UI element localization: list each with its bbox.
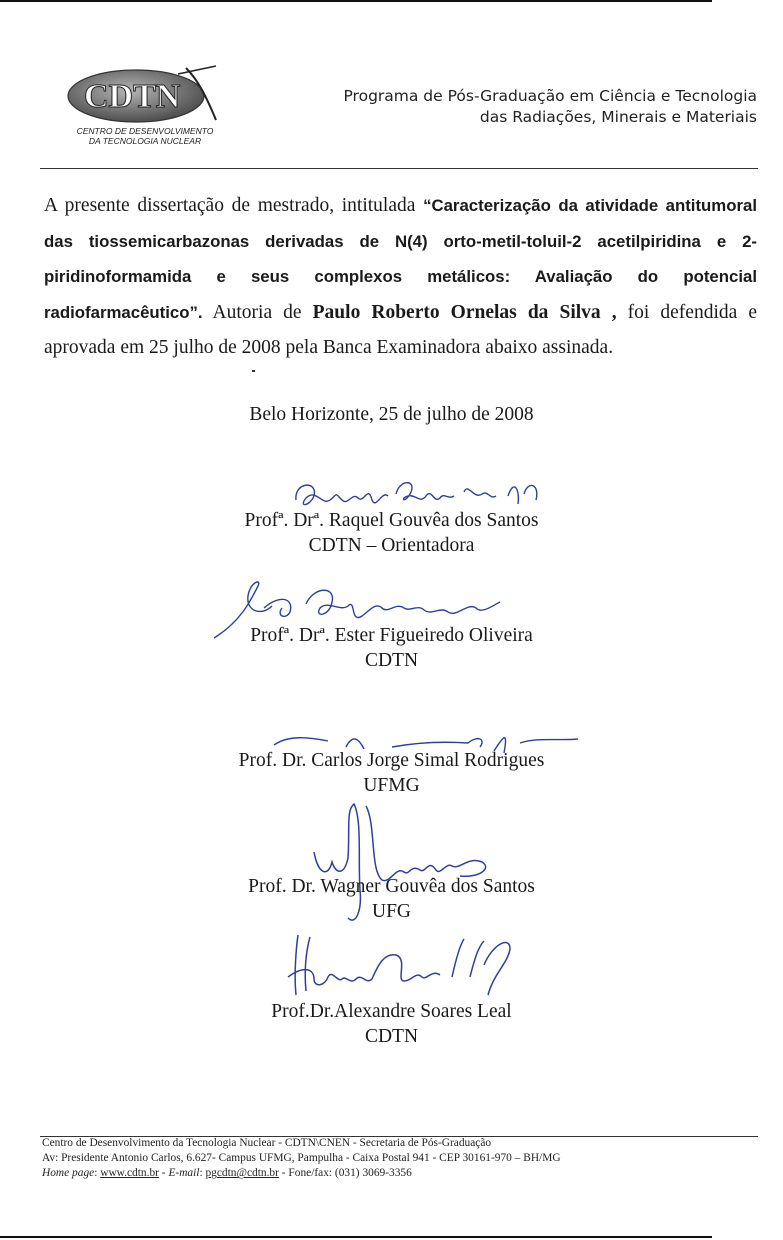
program-line2: das Radiações, Minerais e Materiais [479, 108, 757, 126]
homepage-sep: : [94, 1167, 101, 1180]
member-2-affiliation: CDTN [364, 650, 419, 671]
closing-text: foi defendida e aprovada em 25 julho de 2008 pela Banca Examinadora abaixo assinada. [44, 301, 757, 358]
member-2-name: Profª. Drª. Ester Figueiredo Oliveira [250, 625, 533, 646]
footer-line3 [42, 1166, 762, 1181]
program-line1: Programa de Pós-Graduação em Ciência e Tecnologia [343, 87, 757, 105]
author-prefix: Autoria de [202, 301, 313, 323]
intro-text: A presente dissertação de mestrado, intitulada [44, 195, 424, 216]
member-3-affiliation: UFMG [363, 775, 420, 796]
member-3-name: Prof. Dr. Carlos Jorge Simal Rodrigues [238, 750, 545, 771]
phone-text: - Fone/fax: (031) 3069-3356 [278, 1167, 412, 1180]
homepage-label: Home page [42, 1167, 95, 1180]
footer [42, 1136, 762, 1182]
dissertation-title: “Caracterização da atividade antitumoral das tiossemicarbazonas derivadas de N(4) orto-metil-toluil-2 acetilpiridina e 2- piridinoformamida e seus complexos metálicos: Avaliação do potencial radiofarmacêutico”. [44, 196, 757, 322]
member-5-affiliation: CDTN [364, 1026, 419, 1047]
author-name: Paulo Roberto Ornelas da Silva , [312, 301, 617, 323]
signature-alexandre [284, 925, 524, 1000]
member-1-name: Profª. Drª. Raquel Gouvêa dos Santos [244, 510, 539, 531]
footer-line1: Centro de Desenvolvimento da Tecnologia Nuclear - CDTN\CNEN - Secretaria de Pós-Graduação [42, 1137, 492, 1149]
email-label: E-mail [168, 1167, 200, 1180]
logo-caption-line2: DA TECNOLOGIA NUCLEAR [88, 136, 202, 146]
email-colon: : [199, 1167, 206, 1180]
logo-caption-line1: CENTRO DE DESENVOLVIMENTO [76, 126, 214, 136]
approval-paragraph [44, 188, 757, 366]
logo-text: CDTN [84, 78, 181, 115]
member-4-name: Prof. Dr. Wagner Gouvêa dos Santos [248, 876, 535, 897]
email-sep: - [158, 1167, 169, 1180]
footer-line2: Av: Presidente Antonio Carlos, 6.627- Campus UFMG, Pampulha - Caixa Postal 941 - CEP 30161-970 – BH/MG [42, 1152, 561, 1165]
member-1-affiliation: CDTN – Orientadora [308, 535, 475, 556]
scan-edge-top [0, 0, 712, 2]
logo-caption [60, 126, 230, 146]
scan-edge-bottom [0, 1236, 712, 1238]
scan-speck [252, 370, 255, 372]
header-divider [40, 168, 758, 169]
homepage-link[interactable]: www.cdtn.br [100, 1167, 159, 1180]
member-4-affiliation: UFG [371, 901, 411, 922]
email-link[interactable]: pgcdtn@cdtn.br [205, 1167, 279, 1180]
date-line: Belo Horizonte, 25 de julho de 2008 [249, 404, 534, 425]
program-title [343, 86, 757, 128]
member-5-name: Prof.Dr.Alexandre Soares Leal [271, 1001, 512, 1022]
